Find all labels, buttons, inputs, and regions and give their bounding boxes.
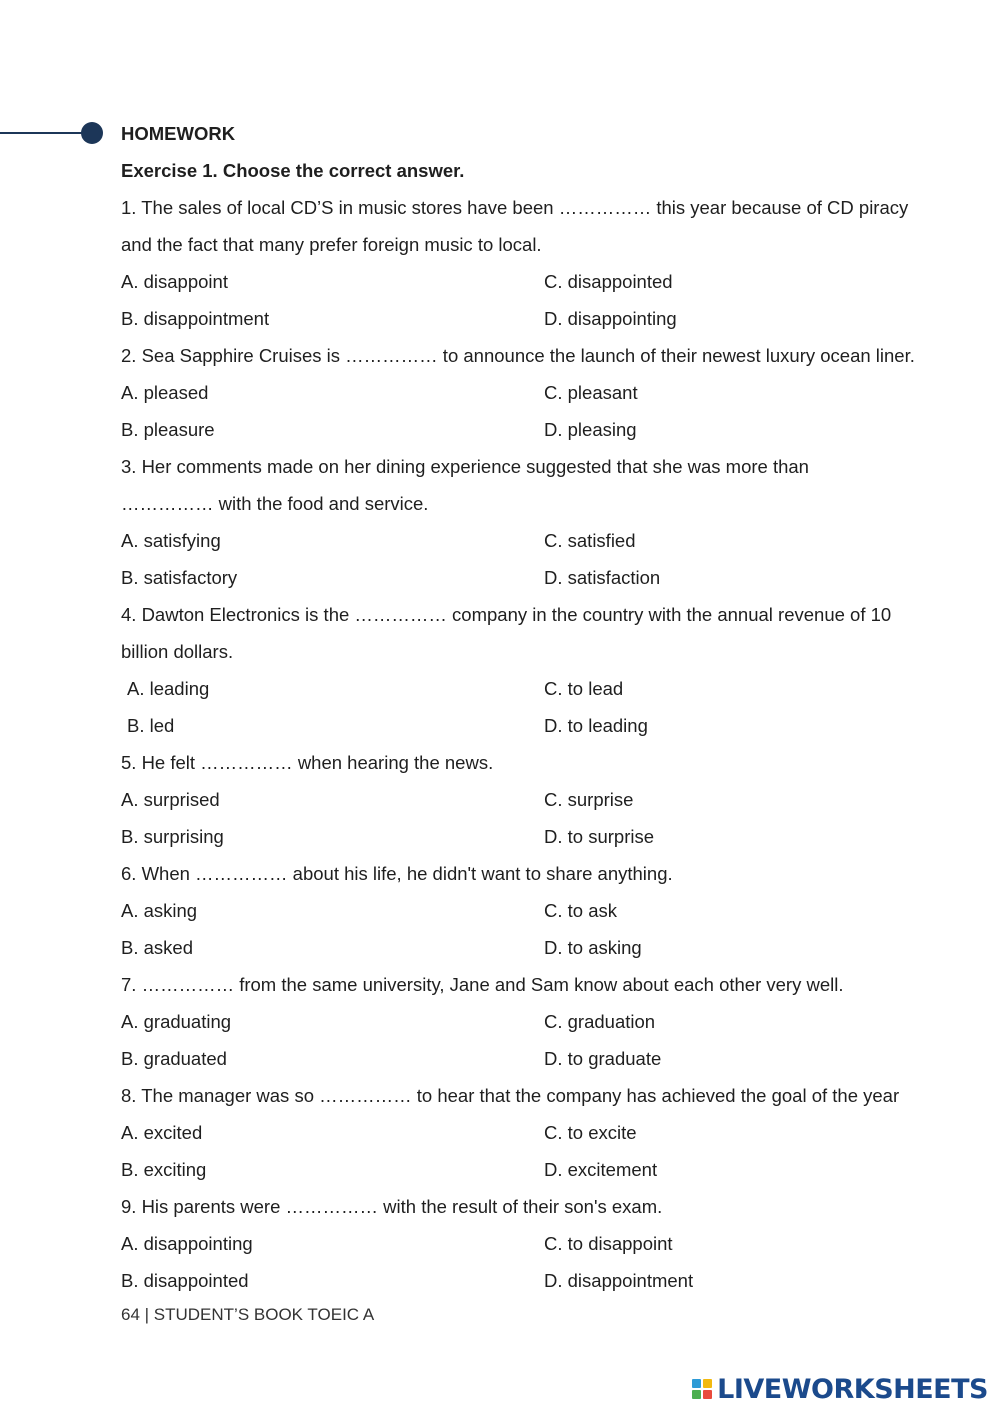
- question-6: [121, 855, 891, 966]
- question-7: [121, 966, 891, 1077]
- question-text: 7. …………… from the same university, Jane and Sam know about each other very well.: [121, 974, 844, 995]
- question-text: 4. Dawton Electronics is the …………… company in the country with the annual revenue of 10: [121, 604, 892, 625]
- option-c[interactable]: C. to lead: [544, 678, 624, 699]
- option-a[interactable]: A. leading: [127, 678, 210, 699]
- option-a[interactable]: A. satisfying: [121, 530, 221, 551]
- question-1: [121, 189, 909, 337]
- option-b[interactable]: B. satisfactory: [121, 567, 238, 588]
- question-3: [121, 448, 891, 596]
- question-4: [121, 596, 891, 744]
- liveworksheets-logo[interactable]: [692, 1372, 988, 1406]
- question-9: [121, 1188, 891, 1299]
- question-8: [121, 1077, 900, 1188]
- option-a[interactable]: A. disappointing: [121, 1233, 253, 1254]
- option-d[interactable]: D. excitement: [544, 1159, 658, 1180]
- option-a[interactable]: A. pleased: [121, 382, 209, 403]
- liveworksheets-logo-icon: [692, 1379, 712, 1399]
- option-b[interactable]: B. graduated: [121, 1048, 227, 1069]
- option-d[interactable]: D. to asking: [544, 937, 642, 958]
- option-d[interactable]: D. disappointing: [544, 308, 677, 329]
- option-c[interactable]: C. to disappoint: [544, 1233, 673, 1254]
- option-b[interactable]: B. surprising: [121, 826, 224, 847]
- liveworksheets-brand-text: LIVEWORKSHEETS: [717, 1373, 988, 1405]
- option-b[interactable]: B. disappointed: [121, 1270, 249, 1291]
- option-c[interactable]: C. to ask: [544, 900, 617, 921]
- option-b[interactable]: B. asked: [121, 937, 193, 958]
- question-text: and the fact that many prefer foreign music to local.: [121, 234, 542, 255]
- question-text: 1. The sales of local CD’S in music stores have been …………… this year because of CD piracy: [121, 197, 909, 218]
- option-b[interactable]: B. pleasure: [121, 419, 215, 440]
- option-c[interactable]: C. to excite: [544, 1122, 637, 1143]
- page-footer: 64 | STUDENT’S BOOK TOEIC A: [121, 1305, 375, 1324]
- option-d[interactable]: D. to leading: [544, 715, 648, 736]
- question-text: 9. His parents were …………… with the result of their son's exam.: [121, 1196, 663, 1217]
- question-text: 2. Sea Sapphire Cruises is …………… to announce the launch of their newest luxury ocean liner.: [121, 345, 915, 366]
- question-5: [121, 744, 891, 855]
- option-b[interactable]: B. exciting: [121, 1159, 207, 1180]
- question-text: 5. He felt …………… when hearing the news.: [121, 752, 494, 773]
- option-d[interactable]: D. pleasing: [544, 419, 637, 440]
- option-a[interactable]: A. surprised: [121, 789, 220, 810]
- exercise-title: Exercise 1. Choose the correct answer.: [121, 160, 465, 181]
- question-2: [121, 337, 915, 448]
- option-a[interactable]: A. graduating: [121, 1011, 232, 1032]
- option-b[interactable]: B. led: [127, 715, 175, 736]
- option-a[interactable]: A. excited: [121, 1122, 203, 1143]
- option-c[interactable]: C. satisfied: [544, 530, 636, 551]
- heading-rule-line: [0, 132, 90, 134]
- question-text: billion dollars.: [121, 641, 234, 662]
- option-d[interactable]: D. satisfaction: [544, 567, 661, 588]
- question-text: 8. The manager was so …………… to hear that the company has achieved the goal of the year: [121, 1085, 900, 1106]
- option-d[interactable]: D. to graduate: [544, 1048, 662, 1069]
- option-d[interactable]: D. to surprise: [544, 826, 655, 847]
- homework-heading: HOMEWORK: [121, 123, 236, 144]
- option-a[interactable]: A. disappoint: [121, 271, 228, 292]
- option-c[interactable]: C. pleasant: [544, 382, 638, 403]
- heading-bullet-dot: [81, 122, 103, 144]
- option-b[interactable]: B. disappointment: [121, 308, 270, 329]
- question-text: 3. Her comments made on her dining experience suggested that she was more than: [121, 456, 809, 477]
- option-d[interactable]: D. disappointment: [544, 1270, 694, 1291]
- option-c[interactable]: C. surprise: [544, 789, 634, 810]
- question-text: …………… with the food and service.: [121, 493, 429, 514]
- question-text: 6. When …………… about his life, he didn't want to share anything.: [121, 863, 673, 884]
- option-a[interactable]: A. asking: [121, 900, 198, 921]
- option-c[interactable]: C. disappointed: [544, 271, 673, 292]
- option-c[interactable]: C. graduation: [544, 1011, 656, 1032]
- worksheet-content: [121, 115, 915, 1299]
